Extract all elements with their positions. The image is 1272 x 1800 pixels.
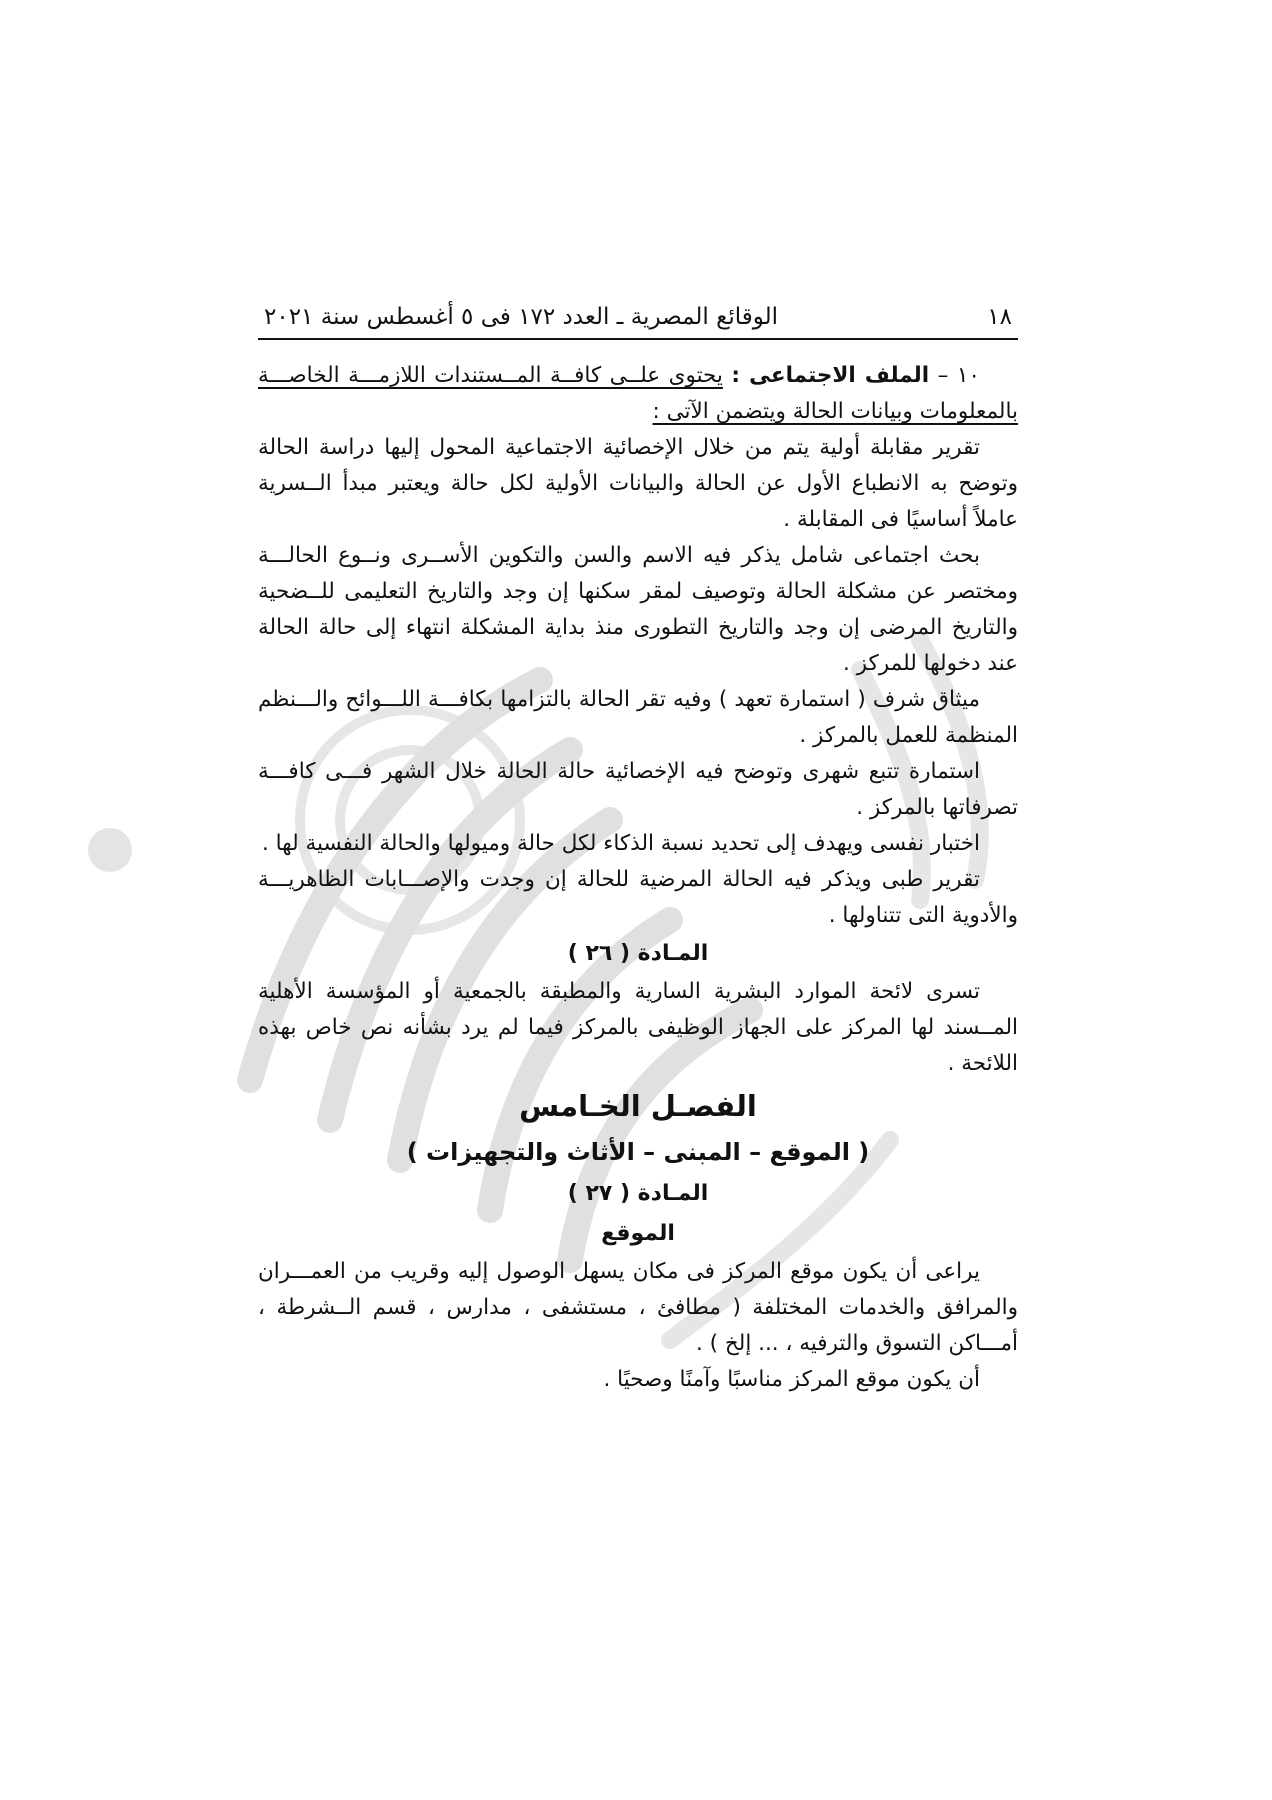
article-27-paragraph-safety: أن يكون موقع المركز مناسبًا وآمنًا وصحيًا . [603,1367,980,1392]
page-header [258,290,1018,330]
article-27-paragraph-location: يراعى أن يكون موقع المركز فى مكان يسهل الوصول إليه وقريب من العمـــران والمرافق والخدمات المختلفة ( مطافئ ، مستشفى ، مدارس ، قسم الــشرطة ، أمـــاكن التسوق والترفيه ، ... إلخ ) . [258,1259,1018,1356]
chapter-5-heading: الفصـل الخـامس [519,1089,757,1123]
article-26-text: تسرى لائحة الموارد البشرية السارية والمطبقة بالجمعية أو المؤسسة الأهلية المــسند لها المركز على الجهاز الوظيفى بالمركز فيما لم يرد بشأنه نص خاص بهذه اللائحة . [258,979,1018,1076]
paragraph-honor-charter: ميثاق شرف ( استمارة تعهد ) وفيه تقر الحالة بالتزامها بكافـــة اللـــوائح والـــنظم المنظمة للعمل بالمركز . [258,687,1018,748]
page-number: ١٨ [987,304,1012,330]
article-26-heading: المـادة ( ٢٦ ) [567,941,709,966]
gazette-title: الوقائع المصرية ـ العدد ١٧٢ فى ٥ أغسطس سنة ٢٠٢١ [264,304,779,330]
item-title: الملف الاجتماعى : [731,363,930,388]
item-10 [258,358,1018,430]
paragraph-social-study: بحث اجتماعى شامل يذكر فيه الاسم والسن والتكوين الأســرى ونــوع الحالـــة ومختصر عن مشكلة الحالة وتوصيف لمقر سكنها إن وجد والتاريخ التعليمى للــضحية والتاريخ المرضى إن وجد والتاريخ التطورى منذ بداية المشكلة انتهاء إلى حالة الحالة عند دخولها للمركز . [258,543,1018,676]
gazette-page [258,290,1018,1398]
item-lead: يحتوى علــى كافــة المــستندات اللازمـــة الخاصـــة بالمعلومات وبيانات الحالة ويتضمن الآتى : [258,363,1018,424]
chapter-5-subheading: ( الموقع – المبنى – الأثاث والتجهيزات ) [406,1138,870,1166]
paragraph-psych-test: اختبار نفسى ويهدف إلى تحديد نسبة الذكاء لكل حالة وميولها والحالة النفسية لها . [261,831,980,856]
paragraph-medical-report: تقرير طبى ويذكر فيه الحالة المرضية للحالة إن وجدت والإصـــابات الظاهريـــة والأدوية التى تتناولها . [258,867,1018,928]
paragraph-initial-interview: تقرير مقابلة أولية يتم من خلال الإخصائية الاجتماعية المحول إليها دراسة الحالة وتوضح به الانطباع الأول عن الحالة والبيانات الأولية لكل حالة ويعتبر مبدأ الــسرية عاملاً أساسيًا فى المقابلة . [258,435,1018,532]
header-divider [258,338,1018,340]
document-body [258,358,1018,1398]
article-27-heading: المـادة ( ٢٧ ) [567,1181,709,1206]
article-27-subheading: الموقع [601,1221,675,1246]
paragraph-monthly-tracking: استمارة تتبع شهرى وتوضح فيه الإخصائية حالة الحالة خلال الشهر فـــى كافـــة تصرفاتها بالمركز . [258,759,1018,820]
item-number: ١٠ – [937,363,980,388]
